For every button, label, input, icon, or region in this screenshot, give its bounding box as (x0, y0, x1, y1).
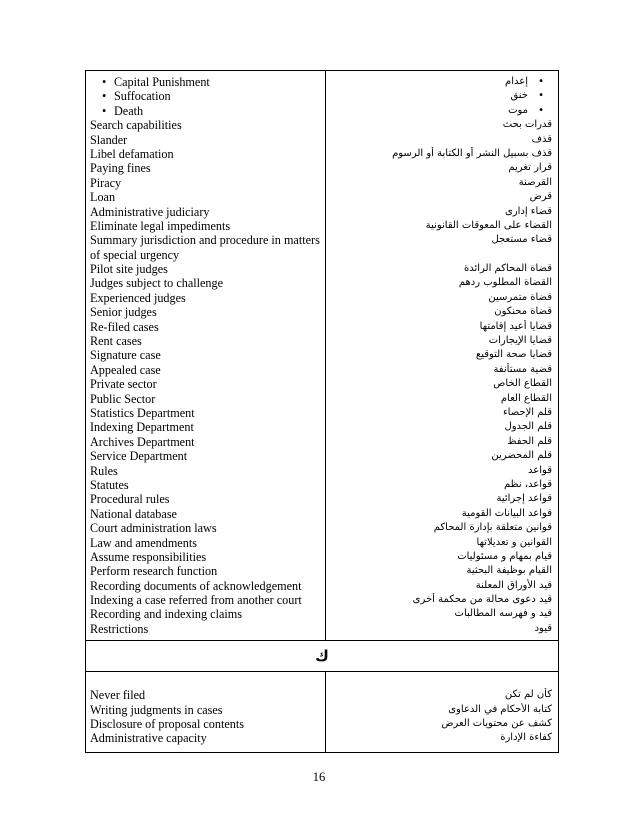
page-number: 16 (312, 770, 326, 784)
english-term: Piracy (90, 175, 122, 190)
english-term: Rent cases (90, 334, 142, 349)
arabic-term: قذف بسبيل النشر أو الكتابة أو الرسوم (392, 147, 552, 159)
english-term: • Suffocation (90, 89, 323, 103)
arabic-term: قضاة المحاكم الرائدة (463, 263, 552, 275)
english-term: Restrictions (90, 621, 149, 636)
section-letter-row (86, 641, 559, 672)
arabic-column (326, 71, 559, 641)
arabic-term: قضية مستأنفة (493, 363, 552, 375)
arabic-term: قذف (531, 133, 552, 145)
english-term: Judges subject to challenge (90, 276, 224, 291)
arabic-term: قواعد البيانات القومية (461, 507, 552, 519)
english-term: Re-filed cases (90, 319, 159, 334)
arabic-term: قواعد (528, 464, 552, 476)
arabic-column-2 (326, 672, 559, 753)
arabic-term: قواعد، نظم (504, 478, 552, 490)
english-term: Assume responsibilities (90, 549, 207, 564)
arabic-term: قيد الأوراق المعلنة (475, 579, 552, 591)
english-term: Statistics Department (90, 406, 195, 420)
arabic-term: قواعد إجرائية (496, 493, 552, 505)
english-term: Writing judgments in cases (90, 702, 223, 717)
english-term: Indexing Department (90, 420, 194, 435)
english-term: Signature case (90, 348, 161, 363)
english-term: Libel defamation (90, 146, 174, 161)
english-term: Procedural rules (90, 492, 170, 507)
arabic-term: قضايا أعيد إقامتها (479, 320, 552, 332)
english-term: Statutes (90, 477, 129, 492)
english-term: Rules (90, 463, 118, 478)
english-term: • Death (90, 104, 323, 118)
arabic-term: قرض (529, 191, 552, 203)
glossary-page (85, 70, 552, 753)
english-term: Private sector (90, 377, 157, 392)
arabic-term: • خنق (328, 89, 552, 103)
arabic-term: قدرات بحث (502, 119, 552, 131)
arabic-term: قضاء إدارى (504, 205, 552, 217)
english-term: Pilot site judges (90, 262, 168, 277)
arabic-term: القضاء على المعوقات القانونية (425, 219, 552, 231)
arabic-term: القوانين و تعديلاتها (476, 536, 552, 548)
english-term: Administrative capacity (90, 731, 207, 746)
arabic-term: قلم الإحصاء (502, 407, 552, 418)
arabic-term: القيام بوظيفة البحثية (466, 565, 552, 577)
glossary-main-row (86, 71, 559, 641)
glossary-table (85, 70, 559, 753)
english-term: Summary jurisdiction and procedure in matters of special urgency (90, 233, 320, 262)
arabic-term: قيد دعوى محالة من محكمة أخرى (412, 594, 552, 606)
glossary-second-row (86, 672, 559, 753)
arabic-term: كتابة الأحكام في الدعاوى (448, 703, 552, 715)
arabic-term: كأن لم تكن (504, 689, 552, 701)
arabic-term: قضايا صحة التوقيع (475, 349, 552, 361)
english-term: Loan (90, 190, 116, 205)
arabic-term: القطاع الخاص (493, 378, 552, 390)
arabic-term: قيد و فهرسه المطالبات (454, 608, 552, 620)
english-term: Service Department (90, 449, 188, 464)
english-term: Search capabilities (90, 118, 182, 133)
english-term: Court administration laws (90, 521, 217, 536)
english-term: Appealed case (90, 362, 161, 377)
english-term: Law and amendments (90, 535, 197, 550)
arabic-term: قضاة محنكون (494, 306, 552, 318)
english-term: Archives Department (90, 434, 195, 449)
arabic-term: القطاع العام (500, 392, 552, 404)
english-term: Recording and indexing claims (90, 607, 242, 622)
arabic-term: قلم المحضرين (491, 450, 552, 462)
english-term: Administrative judiciary (90, 204, 210, 219)
english-term: Disclosure of proposal contents (90, 717, 245, 732)
arabic-term: قضاة متمرسين (488, 291, 552, 303)
english-term: Never filed (90, 688, 146, 703)
arabic-term: • إعدام (328, 75, 552, 89)
arabic-term: كشف عن محتويات العرض (441, 718, 552, 730)
english-term: Perform research function (90, 564, 218, 579)
english-term: Experienced judges (90, 290, 186, 305)
section-letter: ك (86, 641, 559, 672)
arabic-term: قوانين متعلقة بإدارة المحاكم (433, 522, 552, 534)
english-term: Eliminate legal impediments (90, 218, 231, 233)
arabic-term: قلم الجدول (504, 421, 552, 433)
arabic-term: • موت (328, 104, 552, 118)
english-column (86, 71, 326, 641)
arabic-term: القضاة المطلوب ردهم (458, 277, 552, 289)
english-term: Slander (90, 132, 128, 147)
english-term: Recording documents of acknowledgement (90, 578, 302, 593)
arabic-term: كفاءة الإدارة (500, 732, 552, 744)
arabic-term: القرصنة (518, 176, 552, 188)
english-term: • Capital Punishment (90, 75, 323, 89)
english-term: Paying fines (90, 161, 151, 176)
arabic-term: قضايا الإيجارات (488, 335, 552, 347)
english-term: Indexing a case referred from another court (90, 593, 302, 608)
arabic-term: قضاء مستعجل (491, 234, 552, 246)
english-column-2 (86, 672, 326, 753)
arabic-term: قيود (534, 622, 552, 634)
english-term: Public Sector (90, 391, 156, 406)
english-term: National database (90, 506, 177, 521)
english-term: Senior judges (90, 305, 157, 320)
arabic-term: قلم الحفظ (507, 435, 552, 447)
arabic-term: قيام بمهام و مسئوليات (457, 550, 552, 562)
arabic-term: قرار تغريم (508, 162, 552, 174)
